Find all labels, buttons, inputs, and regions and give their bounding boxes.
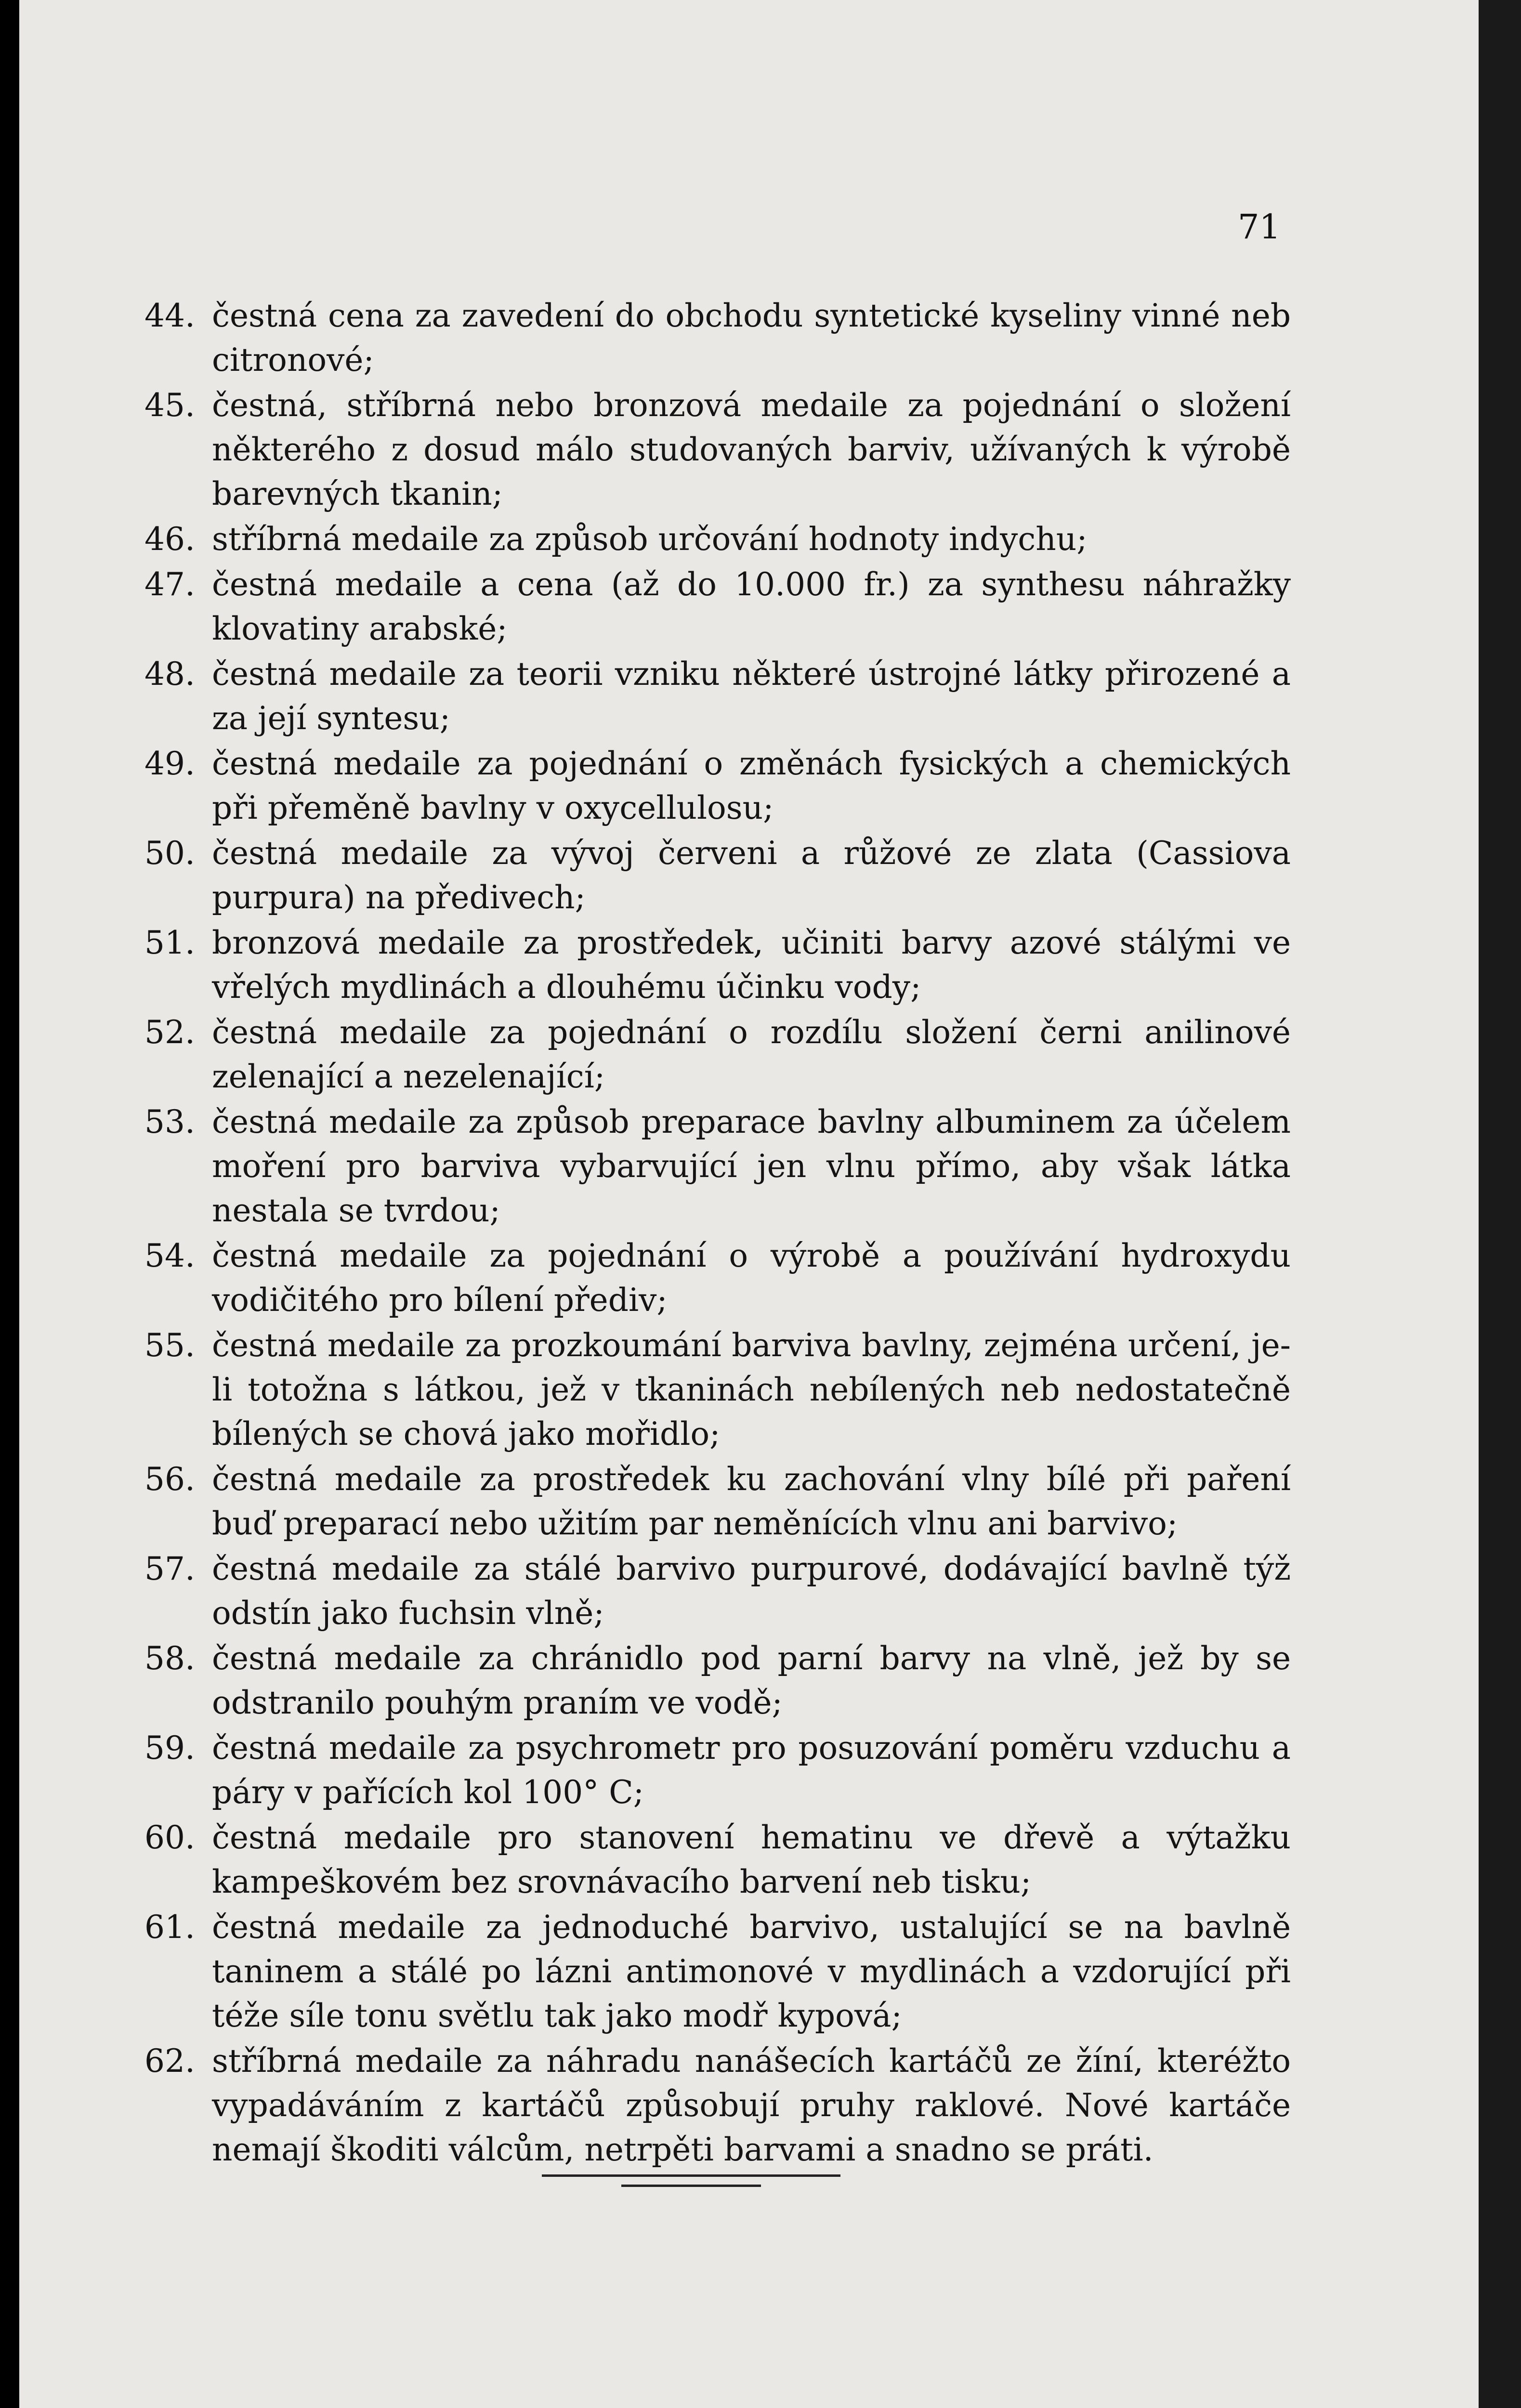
list-item [144, 517, 1291, 562]
item-text: čestná medaile za jednoduché barvivo, ustalující se na bavlně taninem a stálé po lázni antimonové v mydlinách a vzdorující při téže síle tonu světlu tak jako modř kypová; [212, 1909, 1291, 2034]
item-text: čestná medaile za stálé barvivo purpurové, dodávající bavlně týž odstín jako fuchsin vlně; [212, 1550, 1291, 1632]
list-item [144, 831, 1291, 920]
item-number: 54. [144, 1237, 195, 1274]
closing-rule [542, 2174, 840, 2177]
scan-edge [1479, 0, 1521, 2408]
item-text: čestná medaile za pojednání o výrobě a používání hydroxydu vodičitého pro bílení přediv; [212, 1237, 1291, 1319]
item-number: 47. [144, 566, 195, 603]
item-text: čestná medaile za prozkoumání barviva bavlny, zejména určení, je-li totožna s látkou, jež v tkaninách nebílených neb nedostatečně bílených se chová jako mořidlo; [212, 1327, 1291, 1453]
item-number: 62. [144, 2042, 195, 2080]
item-number: 48. [144, 655, 195, 693]
list-item [144, 652, 1291, 741]
list-item [144, 1010, 1291, 1099]
item-number: 51. [144, 924, 195, 961]
list-item [144, 2039, 1291, 2172]
list-item [144, 1905, 1291, 2038]
item-text: čestná medaile za chránidlo pod parní barvy na vlně, jež by se odstranilo pouhým praním ve vodě; [212, 1640, 1291, 1721]
item-text: bronzová medaile za prostředek, učiniti barvy azové stálými ve vřelých mydlinách a dlouhému účinku vody; [212, 924, 1291, 1006]
item-text: stříbrná medaile za náhradu nanášecích kartáčů ze žíní, kteréžto vypadáváním z kartáčů způsobují pruhy raklové. Nové kartáče nemají škoditi válcům, netrpěti barvami a snadno se práti. [212, 2042, 1291, 2168]
item-text: čestná medaile za pojednání o změnách fysických a chemických při přeměně bavlny v oxycellulosu; [212, 745, 1291, 826]
list-item [144, 921, 1291, 1009]
item-text: čestná medaile za psychrometr pro posuzování poměru vzduchu a páry v pařících kol 100° C; [212, 1729, 1291, 1811]
list-item [144, 383, 1291, 516]
item-number: 57. [144, 1550, 195, 1587]
item-number: 53. [144, 1103, 195, 1140]
item-number: 52. [144, 1014, 195, 1051]
list-item [144, 1457, 1291, 1546]
item-number: 55. [144, 1327, 195, 1364]
list-item [144, 1547, 1291, 1636]
item-number: 61. [144, 1909, 195, 1946]
item-text: čestná medaile pro stanovení hematinu ve dřevě a výtažku kampeškovém bez srovnávacího barvení neb tisku; [212, 1819, 1291, 1900]
item-text: čestná, stříbrná nebo bronzová medaile za pojednání o složení některého z dosud málo studovaných barviv, užívaných k výrobě barevných tkanin; [212, 387, 1291, 512]
item-number: 46. [144, 521, 195, 558]
list-item [144, 742, 1291, 830]
item-number: 56. [144, 1461, 195, 1498]
item-text: čestná medaile za vývoj červeni a růžové ze zlata (Cassiova purpura) na předivech; [212, 835, 1291, 916]
document-page [19, 0, 1479, 2408]
item-text: čestná medaile a cena (až do 10.000 fr.) za synthesu náhražky klovatiny arabské; [212, 566, 1291, 647]
list-item [144, 1636, 1291, 1725]
item-number: 44. [144, 297, 195, 334]
item-number: 50. [144, 835, 195, 872]
item-text: čestná medaile za prostředek ku zachování vlny bílé při paření buď preparací nebo užitím par neměnících vlnu ani barvivo; [212, 1461, 1291, 1542]
list-item [144, 1234, 1291, 1322]
award-list [144, 294, 1291, 2173]
item-text: čestná cena za zavedení do obchodu syntetické kyseliny vinné neb citronové; [212, 297, 1291, 379]
item-text: čestná medaile za způsob preparace bavlny albuminem za účelem moření pro barviva vybarvující jen vlnu přímo, aby však látka nestala se tvrdou; [212, 1103, 1291, 1229]
item-text: čestná medaile za pojednání o rozdílu složení černi anilinové zelenající a nezelenající; [212, 1014, 1291, 1095]
page-number: 71 [1238, 207, 1281, 247]
item-number: 59. [144, 1729, 195, 1767]
list-item [144, 563, 1291, 651]
list-item [144, 1100, 1291, 1233]
list-item [144, 1816, 1291, 1904]
item-number: 60. [144, 1819, 195, 1856]
item-number: 49. [144, 745, 195, 782]
list-item [144, 1323, 1291, 1456]
list-item [144, 1726, 1291, 1815]
closing-rule-short [621, 2185, 761, 2187]
item-text: čestná medaile za teorii vzniku některé ústrojné látky přirozené a za její syntesu; [212, 655, 1291, 737]
item-text: stříbrná medaile za způsob určování hodnoty indychu; [212, 521, 1088, 558]
item-number: 58. [144, 1640, 195, 1677]
item-number: 45. [144, 387, 195, 424]
list-item [144, 294, 1291, 382]
